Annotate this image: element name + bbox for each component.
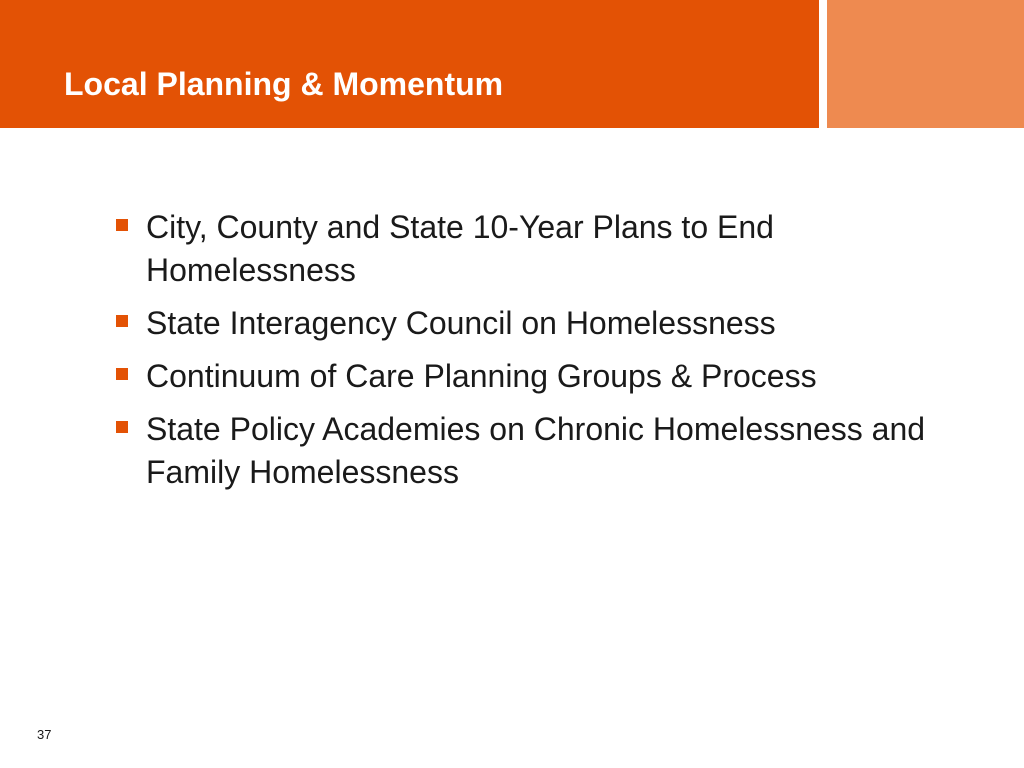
title-accent-block bbox=[827, 0, 1024, 128]
bullet-text: State Policy Academies on Chronic Homelessness and Family Homelessness bbox=[146, 411, 926, 490]
square-bullet-icon bbox=[116, 368, 128, 380]
list-item bbox=[116, 408, 946, 494]
title-bar-divider bbox=[819, 0, 827, 128]
list-item bbox=[116, 355, 946, 398]
bullet-text: City, County and State 10-Year Plans to End Homelessness bbox=[146, 209, 774, 288]
bullet-text: Continuum of Care Planning Groups & Process bbox=[146, 358, 817, 394]
list-item bbox=[116, 302, 946, 345]
square-bullet-icon bbox=[116, 219, 128, 231]
bullet-text: State Interagency Council on Homelessness bbox=[146, 305, 776, 341]
list-item bbox=[116, 206, 946, 292]
bullet-list bbox=[116, 206, 946, 504]
slide-title: Local Planning & Momentum bbox=[64, 66, 504, 102]
square-bullet-icon bbox=[116, 315, 128, 327]
page-number: 37 bbox=[37, 727, 52, 742]
square-bullet-icon bbox=[116, 421, 128, 433]
